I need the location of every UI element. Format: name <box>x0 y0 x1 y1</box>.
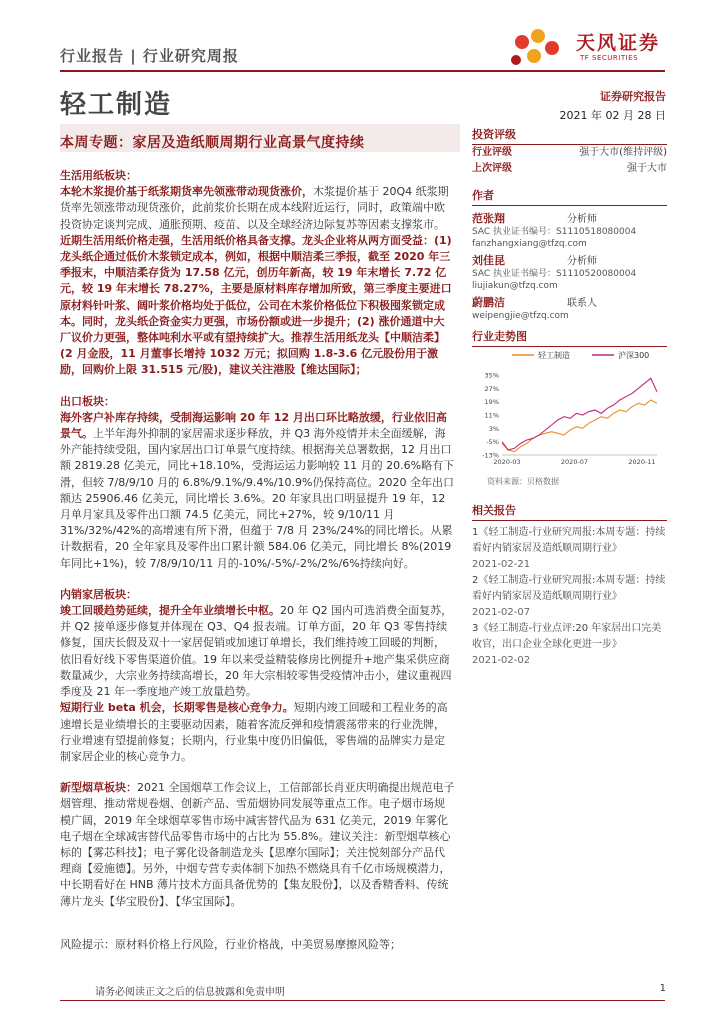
author-role: 联系人 <box>567 298 597 309</box>
industry-title: 轻工制造 <box>60 90 173 120</box>
author-name: 刘佳昆 <box>472 254 505 267</box>
paragraph <box>60 233 455 379</box>
rating-panel <box>472 126 667 177</box>
main-body <box>60 168 455 910</box>
author-cert: SAC 执业证书编号：S1110518080004 <box>472 227 637 237</box>
related-text[interactable]: 2《轻工制造-行业研究周报:本周专题：持续看好内销家居及造纸顺周期行业》 <box>472 575 666 602</box>
author-entry <box>472 252 667 292</box>
chart-title: 行业走势图 <box>472 328 667 347</box>
paragraph-text: 木浆提价基于 20Q4 纸浆期货率先领涨带动现货涨价，此前浆价长期在成本线附近运行，同时，政策端中欧投资协定谈判完成、通胀预期、疫苗、以及全球经济边际复苏等因素支撑浆市。 <box>60 185 449 231</box>
author-name: 范张翔 <box>472 212 505 225</box>
y-tick-label: 35% <box>484 371 499 380</box>
x-tick-label: 2020-07 <box>560 458 589 465</box>
company-logo <box>500 22 670 72</box>
related-date: 2021-02-07 <box>472 607 531 618</box>
x-tick-label: 2020-03 <box>493 458 521 465</box>
related-title: 相关报告 <box>472 502 667 521</box>
y-tick-label: -13% <box>482 451 499 460</box>
trend-chart <box>472 345 667 465</box>
y-tick-label: -5% <box>486 438 499 447</box>
related-item[interactable] <box>472 573 667 621</box>
section-heading: 内销家居板块： <box>60 587 137 601</box>
paragraph-text: 短期内竣工回暖和工程业务的高速增长是业绩增长的主要驱动因素，随着客流反弹和疫情震荡带来的行业洗牌，行业增速有望提前修复；长期内，行业集中度仍旧偏低，零售端的品牌实力是定制家居企业的核心竞争力。 <box>60 701 448 763</box>
paragraph <box>60 700 455 765</box>
header-category: 行业报告 | 行业研究周报 <box>60 47 239 65</box>
topic-title: 本周专题：家居及造纸顺周期行业高景气度持续 <box>60 135 365 151</box>
page-number: 1 <box>659 983 666 994</box>
paragraph <box>60 780 455 910</box>
rating-title: 投资评级 <box>472 126 667 145</box>
header-divider <box>60 70 665 72</box>
related-item[interactable] <box>472 621 667 669</box>
trend-chart-svg <box>472 345 667 465</box>
related-date: 2021-02-21 <box>472 559 531 570</box>
paragraph-text: 20 年 Q2 国内可选消费全面复苏，并 Q2 接单逐步修复并体现在 Q3、Q4 报表端。订单方面，20 年 Q3 零售持续修复，国庆长假及双十一家居促销或加速订单增长，我们维持竣工回暖的判断，依旧看好线下零售渠道价值。19 年以来受益精装修房比例提升+地产集采供应商数量减少，大宗业务持续高增长，20 年大宗相较零售受疫情冲击小，建议重视四季度及 21 年一季度地产竣工放量趋势。 <box>60 604 453 699</box>
rating-row <box>472 145 667 161</box>
related-item[interactable] <box>472 525 667 573</box>
paragraph-lead: 本轮木浆提价基于纸浆期货率先领涨带动现货涨价， <box>60 185 313 199</box>
paragraph <box>60 603 455 700</box>
paragraph-lead: 海外客户补库存持续，受制海运影响 20 年 12 月出口环比略放缓，行业依旧高景气。 <box>60 410 447 441</box>
report-date: 2021 年 02 月 28 日 <box>559 109 666 122</box>
related-panel <box>472 502 667 669</box>
series-line <box>502 400 657 452</box>
paragraph-lead: 短期行业 beta 机会，长期零售是核心竞争力。 <box>60 701 294 715</box>
logo-text-en: TF SECURITIES <box>580 54 639 62</box>
paragraph <box>60 410 455 572</box>
y-tick-label: 19% <box>484 398 499 407</box>
author-cert: SAC 执业证书编号：S1110520080004 <box>472 269 637 279</box>
logo-text: 天风证券 <box>576 32 661 54</box>
author-email[interactable]: fanzhangxiang@tfzq.com <box>472 239 587 249</box>
author-role: 分析师 <box>567 256 597 267</box>
related-text[interactable]: 1《轻工制造-行业研究周报:本周专题：持续看好内销家居及造纸顺周期行业》 <box>472 527 666 554</box>
paragraph <box>60 184 455 233</box>
y-tick-label: 11% <box>484 411 499 420</box>
author-email[interactable]: weipengjie@tfzq.com <box>472 311 569 321</box>
section-heading: 生活用纸板块： <box>60 169 137 182</box>
x-tick-label: 2020-11 <box>628 458 656 465</box>
section-heading: 出口板块： <box>60 394 115 408</box>
section-heading: 新型烟草板块： <box>60 781 137 795</box>
legend-label: 沪深300 <box>618 351 650 360</box>
related-date: 2021-02-02 <box>472 655 531 666</box>
y-tick-label: 27% <box>484 384 499 393</box>
report-type: 证券研究报告 <box>600 90 666 103</box>
paragraph-text: 2021 全国烟草工作会议上，工信部部长肖亚庆明确提出规范电子烟管理、推动常规卷烟、创新产品、雪茄烟协同发展等重点工作。电子烟市场规模广阔，2019 年全球烟草零售市场中减害替代品为 631 亿美元，2019 年雾化电子烟在全球减害替代品零售市场中的占比为 55.8%。建议关注：新型烟草核心标的【雾芯科技】；电子雾化设备制造龙头【思摩尔国际】；关注悦刻部分产品代理商【爱施德】。另外，中烟专营专卖体制下加热不燃烧具有千亿市场规模潜力，中长期看好在 HNB 薄片技术方面具备优势的【集友股份】，以及香精香料、传统薄片龙头【华宝股份】、【华宝国际】。 <box>60 781 455 908</box>
y-tick-label: 3% <box>488 424 499 433</box>
paragraph-lead: 近期生活用纸价格走强，生活用纸价格具备支撑。龙头企业将从两方面受益：(1) 龙头纸企通过低价木浆锁定成本，例如，根据中顺洁柔三季报，截至 2020 年三季报末，中顺洁柔存货为 17.58 亿元，创历年新高，较 19 年末增长 7.72 亿元，较 19 年末增长 78.27%，主要是原材料库存增加所致，第三季度主要进口原材料针叶浆、阔叶浆价格均处于低位，公司在木浆价格低位下积极囤浆锁定成本。同时，龙头纸企资金实力更强，市场份额或进一步提升；(2) 涨价通道中大厂议价力更强，整体吨利水平或有望持续扩大。推荐生活用纸龙头【中顺洁柔】(2 月金股，11 月董事长增持 1032 万元；拟回购 1.8-3.6 亿元股份用于激励，回购价上限 31.515 元/股)，建议关注港股【维达国际】； <box>60 233 452 377</box>
author-panel <box>472 187 667 322</box>
series-line <box>502 378 657 450</box>
rating-value: 强于大市 <box>627 163 667 174</box>
rating-value: 强于大市(维持评级) <box>579 147 667 158</box>
paragraph-text: 上半年海外抑制的家居需求逐步释放，并 Q3 海外疫情并未全面缓解，海外产能持续受阻，国内家居出口订单景气度持续。根据海关总署数据，12 月出口额 2819.28 亿美元，同比+18.10%，受海运运力影响较 11 月的 20.6%略有下滑，但较 7/8/9/10 月的 6.8%/9.1%/9.4%/10.9%仍保持高位。2020 全年出口额达 25906.46 亿美元，同比增长 3.6%。20 年家具出口明显提升 19 年，12 月单月家具及零件出口额 74.5 亿美元，同比+27%，较 9/10/11 月 31%/32%/42%的高增速有所下滑，但蕴于 7/8 月 23%/24%的同比增长。从累计数据看，20 全年家具及零件出口累计额 584.06 亿美元，同比增长 8%(2019 年同比+1%)，较 7/8/9/10/11 月的-10%/-5%/-2%/2%/6%持续向好。 <box>60 427 455 570</box>
logo-icon <box>500 22 570 72</box>
author-name: 蔚鹏洁 <box>472 296 505 309</box>
legend-label: 轻工制造 <box>538 351 570 360</box>
related-text[interactable]: 3《轻工制造-行业点评:20 年家居出口完美收官，出口企业全球化更进一步》 <box>472 623 662 650</box>
author-email[interactable]: liujiakun@tfzq.com <box>472 281 558 291</box>
footer-divider <box>60 1000 665 1001</box>
paragraph-lead: 竣工回暖趋势延续，提升全年业绩增长中枢。 <box>60 604 280 618</box>
chart-source: 资料来源：贝格数据 <box>487 477 559 486</box>
author-entry <box>472 294 667 322</box>
author-title: 作者 <box>472 187 667 206</box>
rating-key: 行业评级 <box>472 147 512 158</box>
author-entry <box>472 210 667 250</box>
author-role: 分析师 <box>567 214 597 225</box>
rating-row <box>472 161 667 177</box>
rating-key: 上次评级 <box>472 163 512 174</box>
footer-disclaimer: 请务必阅读正文之后的信息披露和免责申明 <box>95 987 285 998</box>
risk-warning: 风险提示：原材料价格上行风险，行业价格战，中美贸易摩擦风险等； <box>60 938 401 951</box>
